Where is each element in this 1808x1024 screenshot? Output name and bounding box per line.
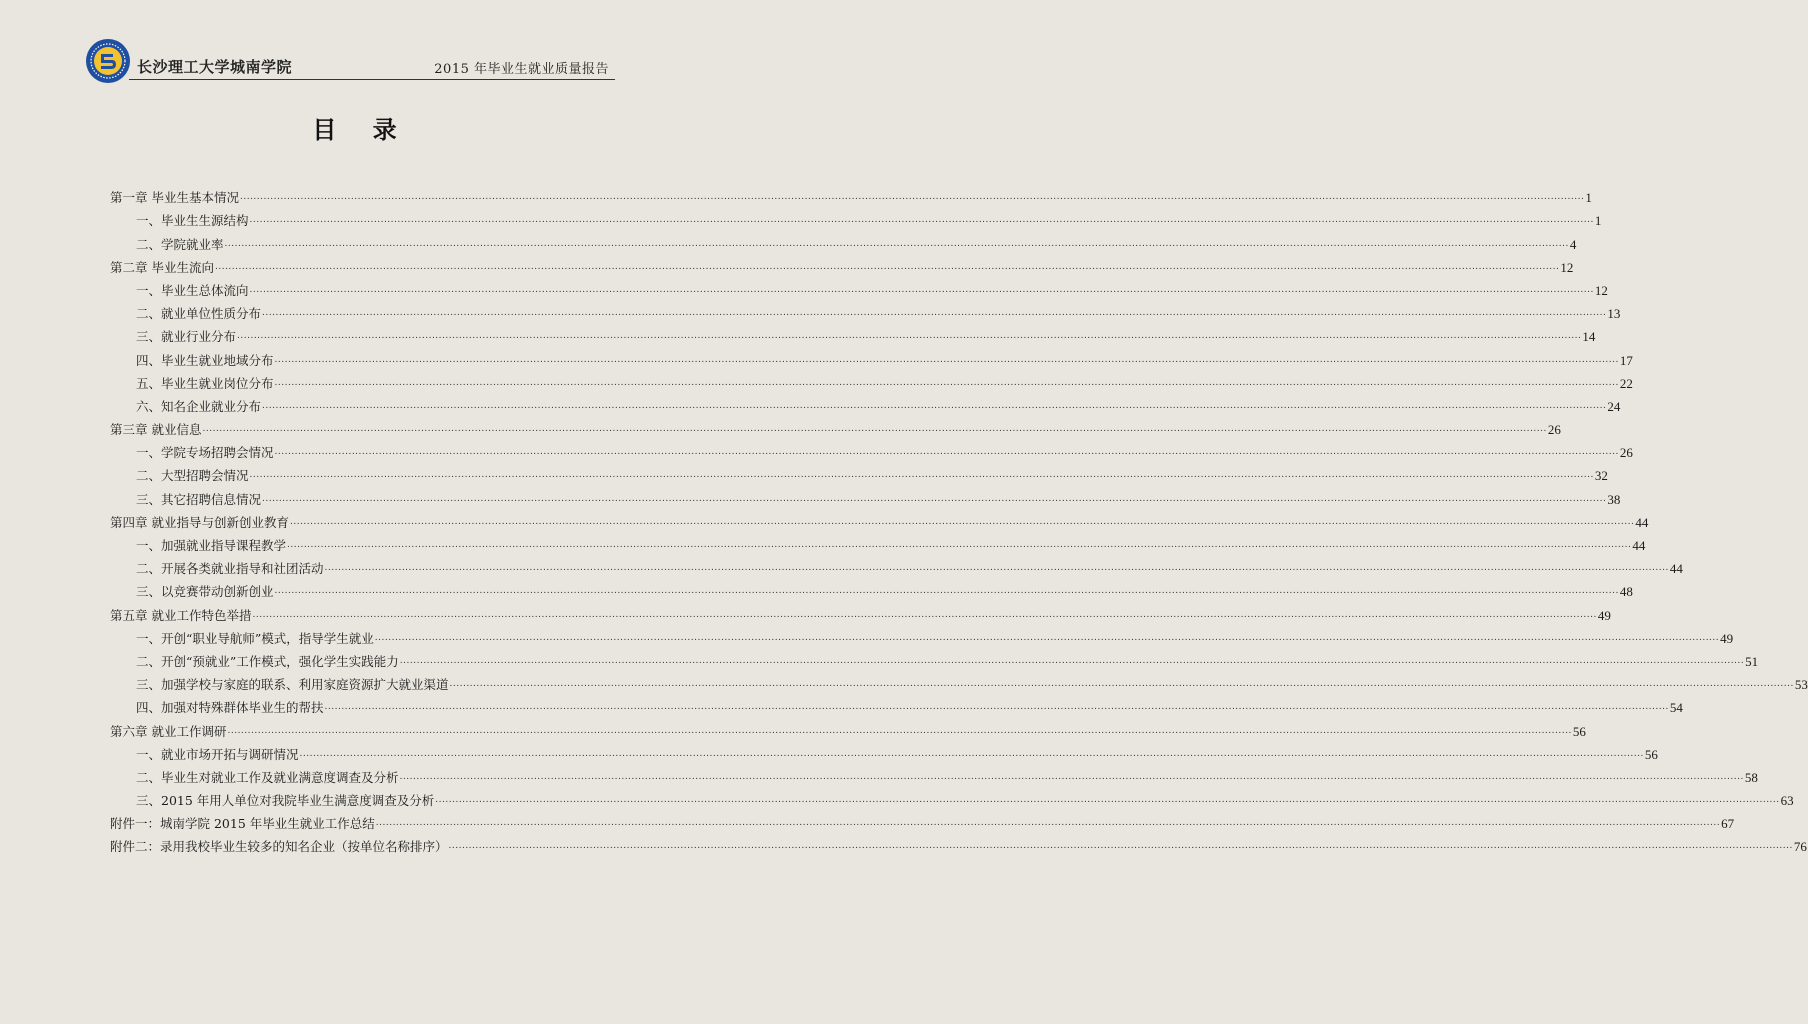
- toc-entry-label: 一、学院专场招聘会情况: [136, 445, 274, 461]
- toc-entry-page: 24: [1607, 398, 1621, 414]
- toc-entry-page: 56: [1572, 723, 1586, 739]
- toc-dot-leader: ................................................................................................................................................................................................................................................................................................................................................................................................................: [262, 308, 1607, 319]
- toc-entry-label: 第四章 就业指导与创新创业教育: [110, 514, 289, 530]
- toc-entry-page: 13: [1607, 306, 1621, 322]
- toc-entry[interactable]: [110, 484, 1621, 507]
- toc-dot-leader: ................................................................................................................................................................................................................................................................................................................................................................................................................: [202, 424, 1547, 435]
- toc-entry-label: 第五章 就业工作特色举措: [110, 607, 252, 623]
- toc-entry-page: 63: [1780, 793, 1794, 809]
- toc-entry-label: 二、开创“预就业”工作模式，强化学生实践能力: [136, 653, 399, 669]
- toc-entry-label: 二、学院就业率: [136, 236, 224, 252]
- toc-entry-page: 32: [1594, 468, 1608, 484]
- toc-dot-leader: ................................................................................................................................................................................................................................................................................................................................................................................................................: [287, 540, 1632, 550]
- toc-dot-leader: ................................................................................................................................................................................................................................................................................................................................................................................................................: [249, 215, 1594, 226]
- toc-entry-page: 53: [1794, 677, 1808, 693]
- toc-entry[interactable]: [110, 531, 1646, 554]
- toc-entry[interactable]: [110, 577, 1633, 600]
- toc-entry-page: 12: [1560, 259, 1574, 275]
- toc-entry-label: 一、加强就业指导课程教学: [136, 538, 287, 553]
- school-logo-icon: [85, 38, 131, 84]
- toc-entry-label: 二、大型招聘会情况: [136, 468, 249, 484]
- toc-entry-page: 26: [1547, 422, 1561, 438]
- toc-entry-page: 51: [1745, 653, 1759, 669]
- toc-entry-label: 二、开展各类就业指导和社团活动: [136, 561, 324, 577]
- toc-entry-label: 三、以竞赛带动创新创业: [136, 584, 274, 600]
- toc-entry-page: 44: [1669, 561, 1683, 577]
- toc-entry-label: 一、毕业生总体流向: [136, 282, 249, 298]
- toc-entry-page: 22: [1619, 375, 1633, 391]
- toc-entry[interactable]: [110, 322, 1596, 345]
- toc-entry-page: 58: [1744, 769, 1758, 785]
- toc-entry[interactable]: [110, 253, 1574, 276]
- toc-entry-label: 一、就业市场开拓与调研情况: [136, 746, 299, 762]
- toc-dot-leader: ................................................................................................................................................................................................................................................................................................................................................................................................................: [249, 470, 1594, 481]
- toc-entry[interactable]: [110, 299, 1621, 322]
- page-header: [85, 38, 615, 84]
- toc-entry[interactable]: [110, 461, 1608, 484]
- toc-entry-label: 五、毕业生就业岗位分布: [136, 375, 274, 391]
- toc-entry-label: 六、知名企业就业分布: [136, 398, 262, 414]
- header-divider: [129, 79, 615, 80]
- toc-entry-label: 三、其它招聘信息情况: [136, 491, 262, 507]
- toc-entry[interactable]: [110, 809, 1735, 832]
- toc-entry-page: 49: [1597, 607, 1611, 623]
- toc-dot-leader: ................................................................................................................................................................................................................................................................................................................................................................................................................: [262, 493, 1607, 504]
- toc-entry[interactable]: [110, 647, 1759, 670]
- toc-entry[interactable]: [110, 508, 1649, 531]
- toc-entry-label: 第一章 毕业生基本情况: [110, 190, 239, 206]
- toc-dot-leader: ................................................................................................................................................................................................................................................................................................................................................................................................................: [289, 516, 1635, 527]
- toc-dot-leader: ................................................................................................................................................................................................................................................................................................................................................................................................................: [324, 563, 1669, 574]
- toc-entry-page: 26: [1619, 445, 1633, 461]
- toc-entry-label: 第三章 就业信息: [110, 422, 202, 438]
- toc-entry-label: 三、加强学校与家庭的联系、利用家庭资源扩大就业渠道: [136, 677, 449, 693]
- toc-dot-leader: ................................................................................................................................................................................................................................................................................................................................................................................................................: [214, 261, 1560, 272]
- toc-entry[interactable]: [110, 600, 1611, 623]
- toc-entry-label: 二、毕业生对就业工作及就业满意度调查及分析: [136, 769, 399, 785]
- toc-dot-leader: ................................................................................................................................................................................................................................................................................................................................................................................................................: [274, 447, 1619, 458]
- toc-entry-page: 44: [1632, 538, 1646, 553]
- toc-entry-label: 三、就业行业分布: [136, 329, 237, 345]
- toc-entry-page: 48: [1619, 584, 1633, 600]
- toc-entry[interactable]: [110, 716, 1586, 739]
- toc-dot-leader: ................................................................................................................................................................................................................................................................................................................................................................................................................: [249, 284, 1594, 295]
- toc-entry-page: 12: [1594, 282, 1608, 298]
- toc-entry-label: 三、2015 年用人单位对我院毕业生满意度调查及分析: [136, 793, 435, 809]
- toc-entry-label: 附件二：录用我校毕业生较多的知名企业（按单位名称排序）: [110, 839, 448, 855]
- toc-entry[interactable]: [110, 670, 1808, 693]
- toc-entry-label: 第二章 毕业生流向: [110, 259, 214, 275]
- toc-entry-label: 附件一：城南学院 2015 年毕业生就业工作总结: [110, 816, 375, 832]
- toc-entry-page: 44: [1635, 514, 1649, 530]
- toc-dot-leader: ................................................................................................................................................................................................................................................................................................................................................................................................................: [274, 354, 1619, 365]
- toc-entry-label: 二、就业单位性质分布: [136, 306, 262, 322]
- toc-entry[interactable]: [110, 345, 1633, 368]
- toc-dot-leader: ................................................................................................................................................................................................................................................................................................................................................................................................................: [324, 702, 1669, 713]
- toc-entry-page: 56: [1644, 746, 1658, 762]
- toc-dot-leader: ................................................................................................................................................................................................................................................................................................................................................................................................................: [449, 679, 1794, 690]
- toc-entry-page: 4: [1569, 236, 1577, 252]
- toc-entry-page: 54: [1669, 700, 1683, 716]
- toc-dot-leader: ................................................................................................................................................................................................................................................................................................................................................................................................................: [224, 238, 1569, 249]
- toc-dot-leader: ................................................................................................................................................................................................................................................................................................................................................................................................................: [252, 609, 1597, 620]
- toc-entry[interactable]: [110, 740, 1658, 763]
- school-name: 长沙理工大学城南学院: [137, 58, 293, 76]
- toc-entry-label: 一、开创“职业导航师”模式，指导学生就业: [136, 630, 374, 646]
- toc-entry[interactable]: [110, 763, 1758, 786]
- toc-entry[interactable]: [110, 276, 1608, 299]
- table-of-contents: [110, 183, 1808, 855]
- toc-entry[interactable]: [110, 369, 1633, 392]
- toc-dot-leader: ................................................................................................................................................................................................................................................................................................................................................................................................................: [299, 748, 1644, 759]
- toc-dot-leader: ................................................................................................................................................................................................................................................................................................................................................................................................................: [374, 632, 1720, 643]
- toc-entry[interactable]: [110, 438, 1633, 461]
- toc-dot-leader: ................................................................................................................................................................................................................................................................................................................................................................................................................: [227, 725, 1572, 736]
- toc-dot-leader: ................................................................................................................................................................................................................................................................................................................................................................................................................: [237, 331, 1582, 342]
- toc-entry[interactable]: [110, 832, 1807, 855]
- toc-entry-label: 一、毕业生生源结构: [136, 213, 249, 229]
- toc-dot-leader: ................................................................................................................................................................................................................................................................................................................................................................................................................: [435, 795, 1780, 806]
- toc-dot-leader: ................................................................................................................................................................................................................................................................................................................................................................................................................: [375, 818, 1721, 829]
- toc-dot-leader: ................................................................................................................................................................................................................................................................................................................................................................................................................: [262, 400, 1607, 411]
- toc-dot-leader: ................................................................................................................................................................................................................................................................................................................................................................................................................: [399, 771, 1744, 782]
- page-title: 目 录: [312, 115, 411, 144]
- toc-entry-label: 四、加强对特殊群体毕业生的帮扶: [136, 700, 324, 716]
- toc-dot-leader: ................................................................................................................................................................................................................................................................................................................................................................................................................: [448, 841, 1793, 852]
- toc-entry-page: 14: [1582, 329, 1596, 345]
- toc-entry[interactable]: [110, 392, 1621, 415]
- toc-entry[interactable]: [110, 624, 1734, 647]
- toc-entry-page: 1: [1594, 213, 1602, 229]
- toc-entry[interactable]: [110, 206, 1602, 229]
- toc-entry[interactable]: [110, 183, 1592, 206]
- report-name: 2015 年毕业生就业质量报告: [434, 62, 609, 77]
- toc-dot-leader: ................................................................................................................................................................................................................................................................................................................................................................................................................: [274, 586, 1619, 597]
- toc-entry-page: 1: [1585, 190, 1592, 206]
- toc-entry-label: 四、毕业生就业地域分布: [136, 352, 274, 368]
- toc-entry[interactable]: [110, 554, 1683, 577]
- toc-dot-leader: ................................................................................................................................................................................................................................................................................................................................................................................................................: [239, 192, 1585, 203]
- toc-entry[interactable]: [110, 415, 1561, 438]
- toc-dot-leader: ................................................................................................................................................................................................................................................................................................................................................................................................................: [399, 655, 1745, 666]
- toc-dot-leader: ................................................................................................................................................................................................................................................................................................................................................................................................................: [274, 377, 1619, 388]
- toc-entry-label: 第六章 就业工作调研: [110, 723, 227, 739]
- toc-entry[interactable]: [110, 229, 1577, 252]
- toc-entry-page: 67: [1721, 816, 1735, 832]
- toc-entry-page: 76: [1793, 839, 1807, 855]
- toc-entry[interactable]: [110, 693, 1683, 716]
- toc-entry-page: 17: [1619, 352, 1633, 368]
- toc-entry[interactable]: [110, 786, 1794, 809]
- toc-entry-page: 49: [1720, 630, 1734, 646]
- toc-entry-page: 38: [1607, 491, 1621, 507]
